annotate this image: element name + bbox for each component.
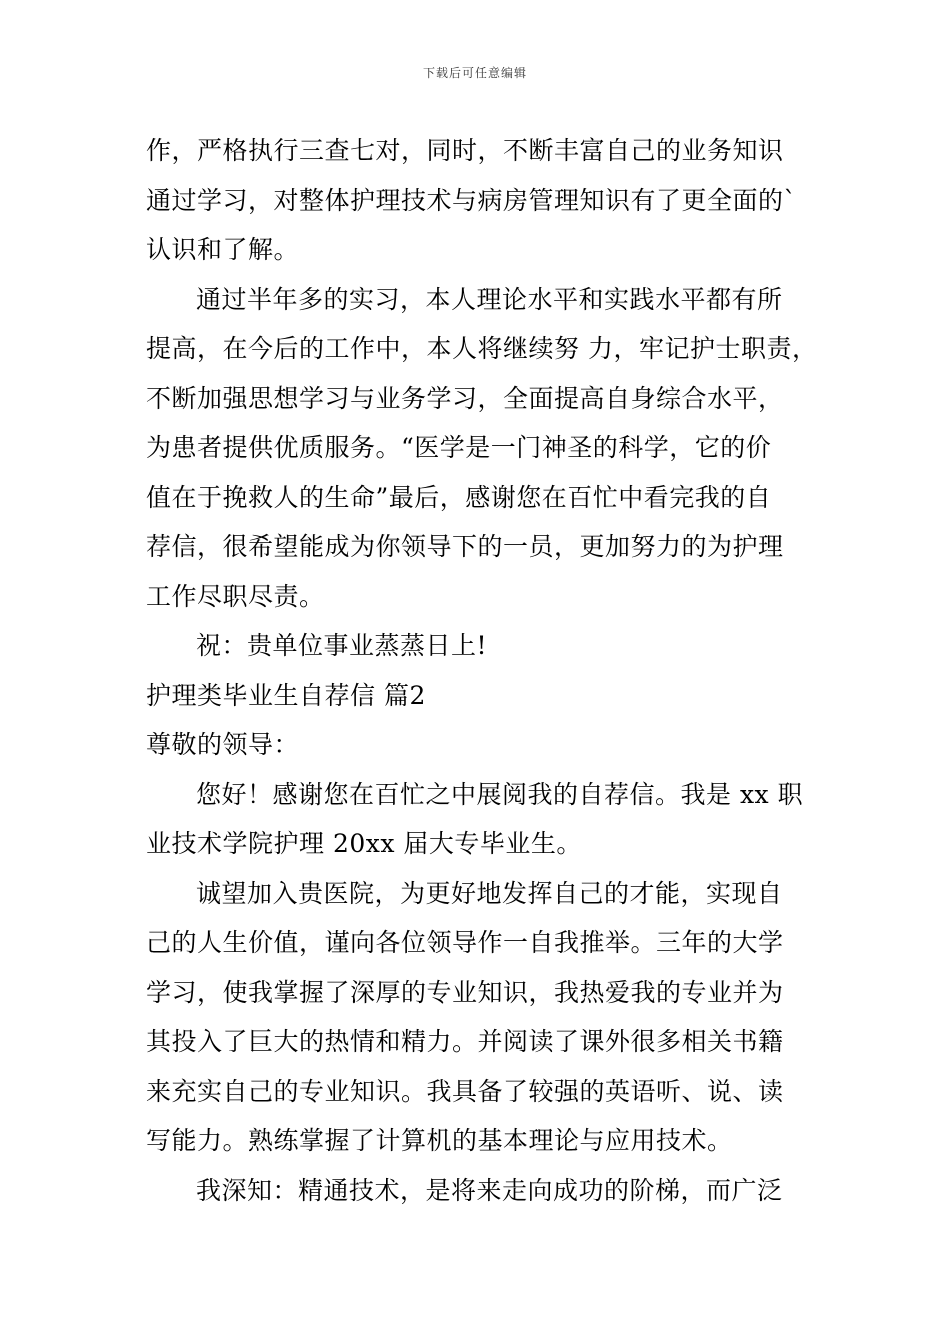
salutation: 尊敬的领导： bbox=[146, 730, 300, 759]
text-line: 其投入了巨大的热情和精力。并阅读了课外很多相关书籍 bbox=[146, 1027, 784, 1056]
text-line: 您好！感谢您在百忙之中展阅我的自荐信。我是 xx 职 bbox=[196, 779, 804, 809]
text-line: 己的人生价值，谨向各位领导作一自我推举。三年的大学 bbox=[146, 928, 784, 957]
text-line: 为患者提供优质服务。“医学是一门神圣的科学，它的价 bbox=[146, 433, 772, 462]
text-line: 认识和了解。 bbox=[146, 235, 300, 264]
document-body bbox=[146, 126, 826, 1215]
section-title: 护理类毕业生自荐信 篇2 bbox=[146, 680, 426, 710]
text-line: 作，严格执行三查七对，同时，不断丰富自己的业务知识 bbox=[146, 136, 784, 165]
text-line: 学习，使我掌握了深厚的专业知识，我热爱我的专业并为 bbox=[146, 977, 784, 1007]
text-line: 提高，在今后的工作中，本人将继续努 力，牢记护士职责， bbox=[146, 334, 818, 363]
text-line: 荐信，很希望能成为你领导下的一员，更加努力的为护理 bbox=[146, 532, 784, 561]
text-line: 业技术学院护理 20xx 届大专毕业生。 bbox=[146, 829, 582, 858]
text-line: 值在于挽救人的生命”最后，感谢您在百忙中看完我的自 bbox=[146, 482, 772, 512]
text-line: 写能力。熟练掌握了计算机的基本理论与应用技术。 bbox=[146, 1126, 733, 1155]
text-line: 诚望加入贵医院，为更好地发挥自己的才能，实现自 bbox=[196, 878, 783, 908]
text-line: 祝：贵单位事业蒸蒸日上! bbox=[196, 631, 488, 660]
text-line: 工作尽职尽责。 bbox=[146, 581, 325, 611]
text-line: 通过学习，对整体护理技术与病房管理知识有了更全面的` bbox=[146, 185, 797, 215]
text-line: 不断加强思想学习与业务学习，全面提高自身综合水平， bbox=[146, 383, 784, 413]
page-header: 下载后可任意编辑 bbox=[422, 66, 527, 80]
text-line: 来充实自己的专业知识。我具备了较强的英语听、说、读 bbox=[146, 1076, 784, 1106]
text-line: 通过半年多的实习，本人理论水平和实践水平都有所 bbox=[196, 284, 783, 314]
text-line: 我深知：精通技术，是将来走向成功的阶梯，而广泛 bbox=[196, 1175, 783, 1205]
